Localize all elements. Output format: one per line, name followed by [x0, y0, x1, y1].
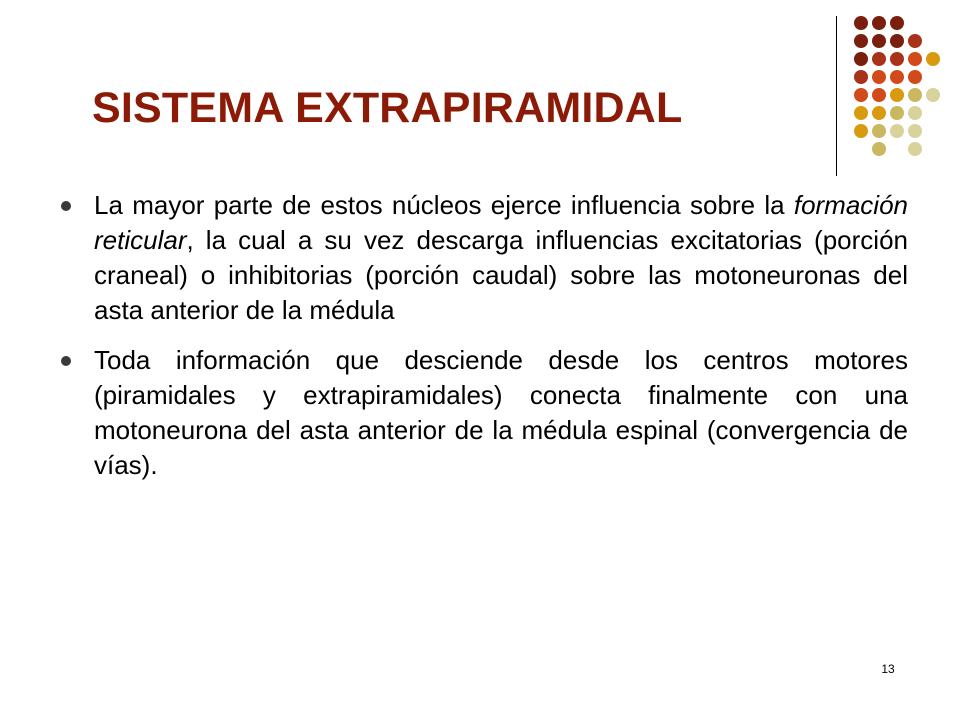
- decorative-dot: [854, 52, 868, 66]
- decorative-dot: [872, 142, 886, 156]
- decorative-dot: [854, 88, 868, 102]
- bullet-list: [58, 188, 908, 498]
- decorative-dot: [926, 52, 940, 66]
- bullet-icon: [61, 201, 71, 211]
- bullet-1-text-b: , la cual a su vez descarga influencias excitatorias (porción craneal) o inhibitorias (porción caudal) sobre las motoneuronas del asta anterior de la médula: [94, 225, 908, 325]
- decorative-dot: [854, 70, 868, 84]
- slide-number: 13: [881, 662, 895, 676]
- bullet-item-1: [58, 188, 908, 328]
- decorative-dot: [872, 70, 886, 84]
- decorative-dot: [890, 52, 904, 66]
- decorative-dot: [890, 16, 904, 30]
- decorative-dot: [872, 52, 886, 66]
- decorative-dot: [854, 124, 868, 138]
- decorative-dot: [872, 106, 886, 120]
- title-divider-line: [836, 16, 837, 176]
- decorative-dot: [890, 34, 904, 48]
- decorative-dot: [908, 142, 922, 156]
- decorative-dot: [872, 16, 886, 30]
- decorative-dot: [872, 34, 886, 48]
- decorative-dot: [890, 70, 904, 84]
- bullet-1-text-a: La mayor parte de estos núcleos ejerce influencia sobre la: [94, 190, 794, 220]
- decorative-dot: [890, 124, 904, 138]
- decorative-dot: [908, 106, 922, 120]
- decorative-dot: [890, 88, 904, 102]
- decorative-dot: [872, 124, 886, 138]
- decorative-dot: [854, 34, 868, 48]
- bullet-icon: [61, 356, 71, 366]
- slide-title: SISTEMA EXTRAPIRAMIDAL: [92, 84, 683, 132]
- decorative-dot: [908, 124, 922, 138]
- bullet-item-2: [58, 343, 908, 483]
- bullet-2-text: Toda información que desciende desde los centros motores (piramidales y extrapiramidales) conecta finalmente con una motoneurona del asta anterior de la médula espinal (convergencia de vías).: [94, 345, 908, 480]
- decorative-dot: [854, 16, 868, 30]
- decorative-dot: [926, 88, 940, 102]
- bullet-1-emphasis: formación reticular: [94, 190, 908, 255]
- decorative-dot: [908, 70, 922, 84]
- decorative-dot: [854, 106, 868, 120]
- decorative-dot: [890, 106, 904, 120]
- decorative-dot: [872, 88, 886, 102]
- decorative-dot: [908, 88, 922, 102]
- decorative-dot: [908, 52, 922, 66]
- decorative-dot: [908, 34, 922, 48]
